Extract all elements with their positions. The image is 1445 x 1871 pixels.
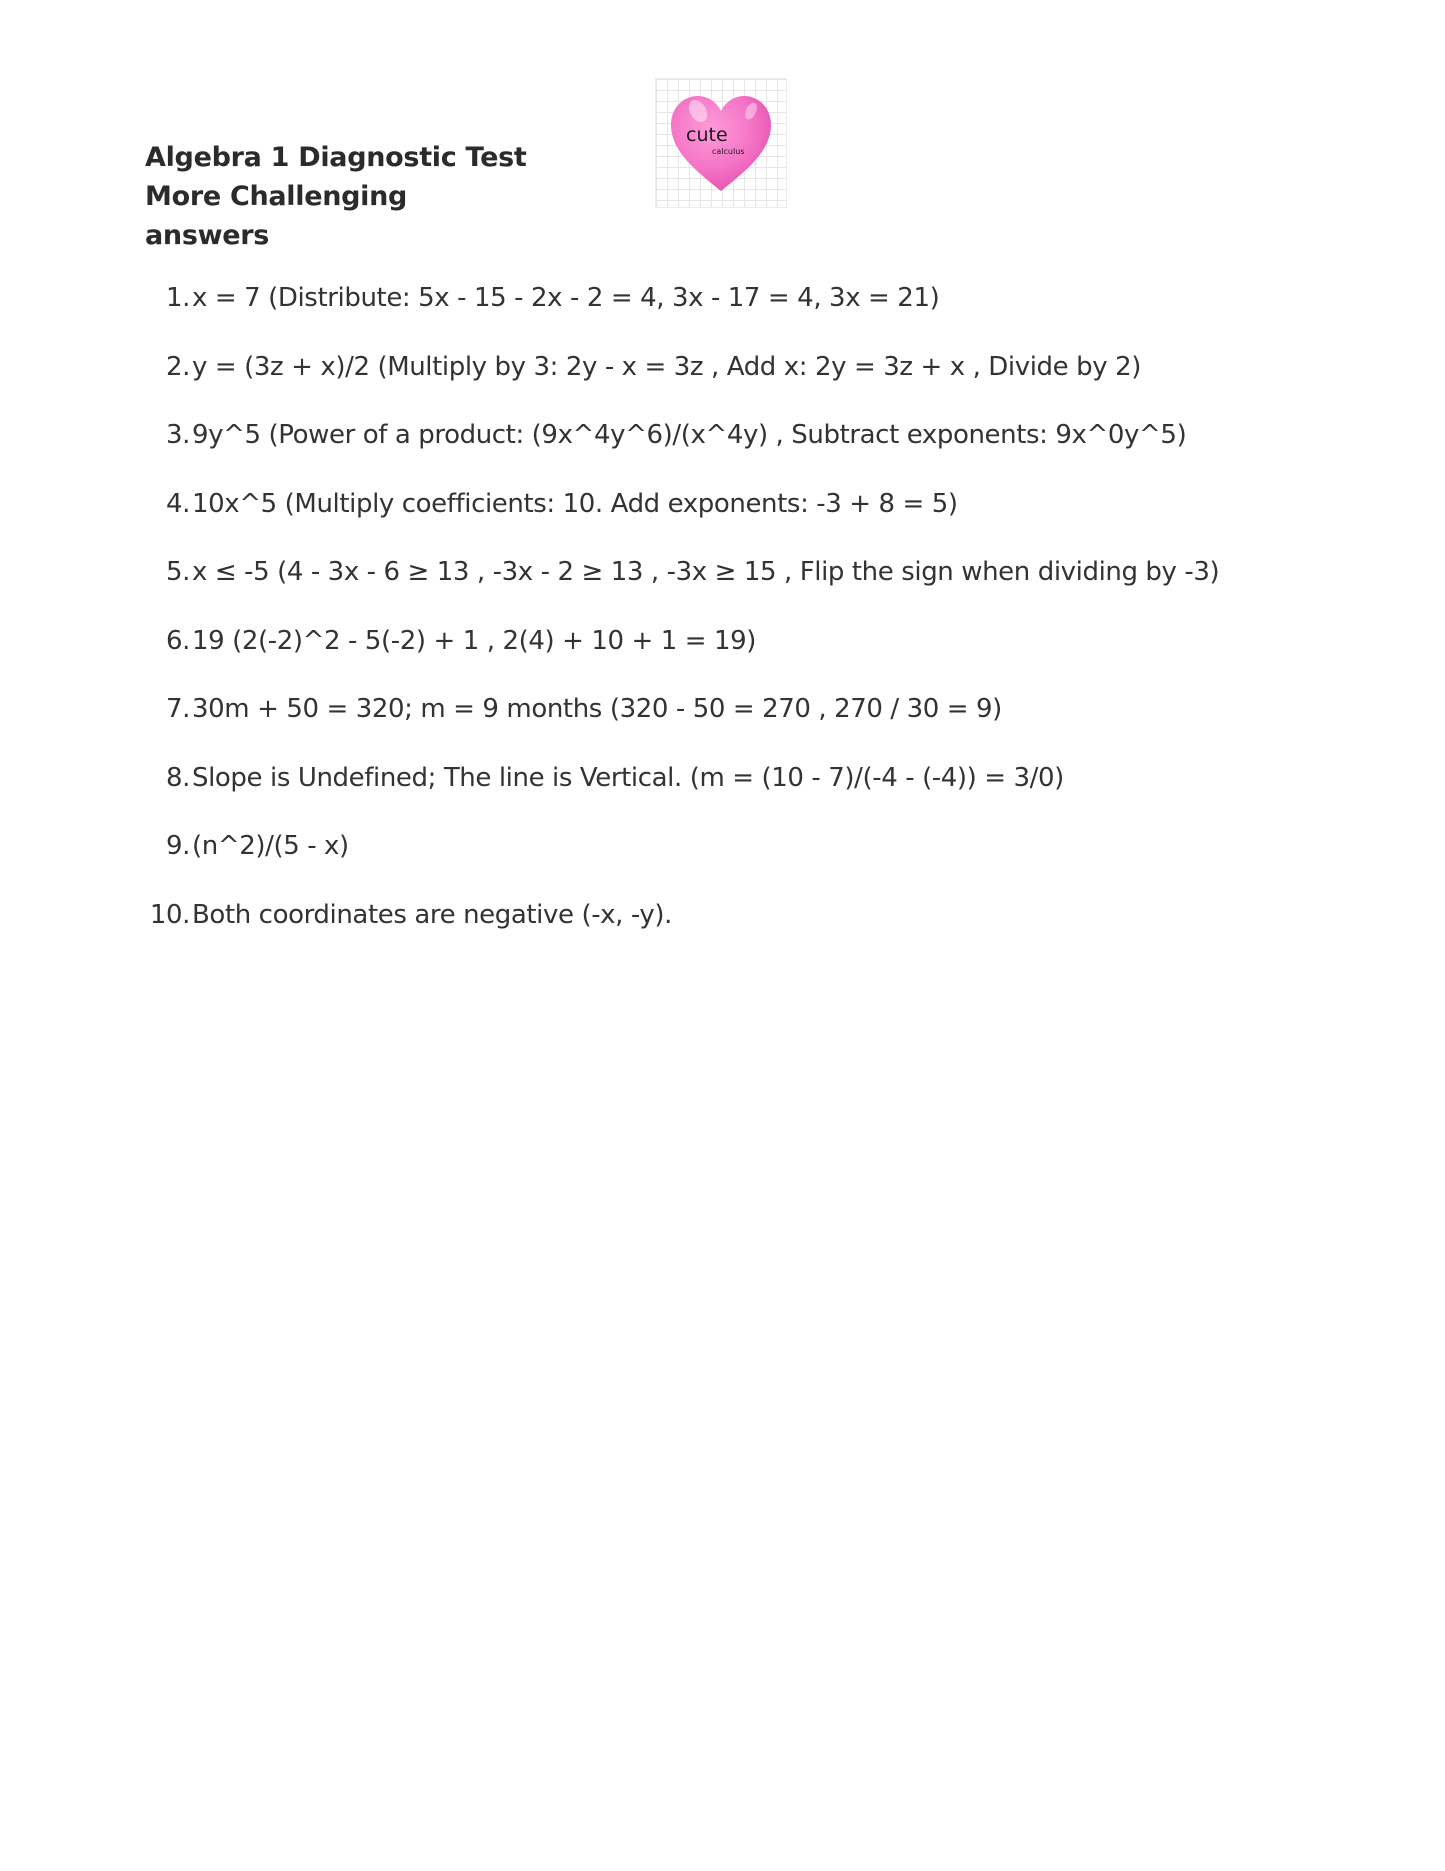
answer-number: 6. (165, 625, 190, 656)
answer-item-4 (0, 484, 1445, 553)
answer-item-2 (0, 347, 1445, 416)
svg-text:calculus: calculus (712, 147, 745, 156)
answer-text: Both coordinates are negative (-x, -y). (192, 899, 673, 930)
title-line-3: answers (145, 220, 270, 251)
answer-text: (n^2)/(5 - x) (192, 831, 349, 861)
answer-item-7 (0, 689, 1445, 758)
answer-item-9 (0, 826, 1445, 895)
answer-text: Slope is Undefined; The line is Vertical. (m = (10 - 7)/(-4 - (-4)) = 3/0) (192, 762, 1064, 793)
answer-item-1 (0, 278, 1445, 347)
cute-calculus-logo (655, 78, 787, 208)
title-line-1: Algebra 1 Diagnostic Test (145, 142, 527, 173)
answer-item-5 (0, 552, 1445, 621)
answer-text: x = 7 (Distribute: 5x - 15 - 2x - 2 = 4, 3x - 17 = 4, 3x = 21) (192, 283, 940, 313)
answer-number: 2. (165, 351, 190, 382)
answer-item-10 (0, 895, 1445, 964)
answer-number: 10. (149, 899, 190, 930)
answer-number: 4. (165, 488, 190, 519)
answer-number: 9. (165, 831, 190, 861)
answer-number: 8. (165, 762, 190, 793)
answer-text: 9y^5 (Power of a product: (9x^4y^6)/(x^4y) , Subtract exponents: 9x^0y^5) (192, 420, 1187, 450)
answer-item-6 (0, 621, 1445, 690)
answer-number: 5. (165, 557, 190, 587)
answer-text: x ≤ -5 (4 - 3x - 6 ≥ 13 , -3x - 2 ≥ 13 , -3x ≥ 15 , Flip the sign when dividing by -3) (192, 557, 1220, 587)
document-title (145, 138, 526, 255)
title-line-2: More Challenging (145, 181, 408, 212)
answer-text: 19 (2(-2)^2 - 5(-2) + 1 , 2(4) + 10 + 1 = 19) (192, 625, 757, 656)
answer-text: 30m + 50 = 320; m = 9 months (320 - 50 = 270 , 270 / 30 = 9) (192, 694, 1002, 724)
answer-number: 7. (165, 694, 190, 724)
heart-logo-icon (656, 79, 786, 207)
answer-number: 3. (165, 420, 190, 450)
answer-number: 1. (165, 283, 190, 313)
answer-item-8 (0, 758, 1445, 827)
answer-text: 10x^5 (Multiply coefficients: 10. Add exponents: -3 + 8 = 5) (192, 488, 958, 519)
answer-text: y = (3z + x)/2 (Multiply by 3: 2y - x = 3z , Add x: 2y = 3z + x , Divide by 2) (192, 351, 1141, 382)
answer-list (0, 278, 1445, 963)
answer-item-3 (0, 415, 1445, 484)
svg-text:cute: cute (686, 124, 728, 146)
